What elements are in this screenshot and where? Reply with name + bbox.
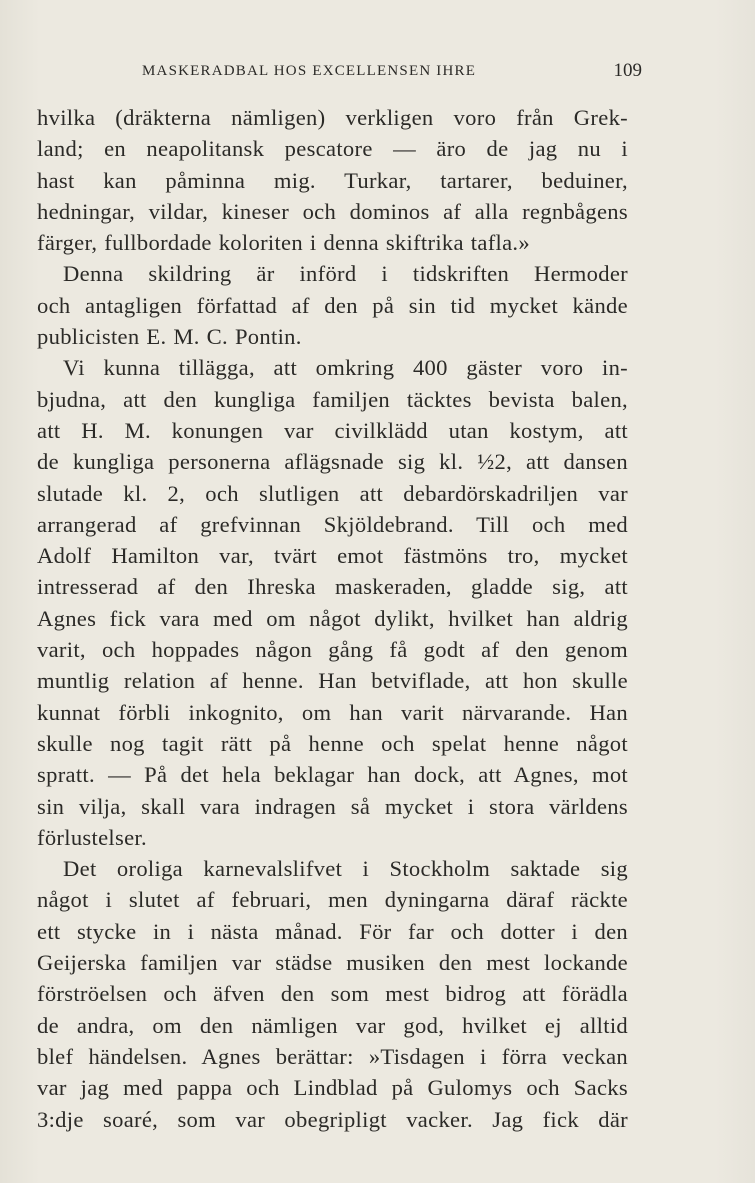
text-line: land; en neapolitansk pescatore — äro de jag nu i bbox=[37, 136, 628, 162]
text-line: muntlig relation af henne. Han betviflade, att hon skulle bbox=[37, 668, 628, 694]
body-text bbox=[37, 102, 628, 1135]
text-line: var jag med pappa och Lindblad på Gulomys och Sacks bbox=[37, 1075, 628, 1101]
text-line: kunnat förbli inkognito, om han varit närvarande. Han bbox=[37, 699, 628, 725]
text-line: Denna skildring är införd i tidskriften Hermoder bbox=[63, 261, 628, 287]
text-line: att H. M. konungen var civilklädd utan kostym, att bbox=[37, 417, 628, 443]
text-line: Det oroliga karnevalslifvet i Stockholm saktade sig bbox=[63, 856, 628, 882]
text-line: sin vilja, skall vara indragen så mycket i stora världens bbox=[37, 793, 628, 819]
text-line: och antagligen författad af den på sin tid mycket kände bbox=[37, 292, 628, 318]
text-line: ett stycke in i nästa månad. För far och dotter i den bbox=[37, 918, 628, 944]
text-line: 3:dje soaré, som var obegripligt vacker. Jag fick där bbox=[37, 1106, 628, 1132]
text-line: Vi kunna tillägga, att omkring 400 gäster voro in- bbox=[63, 355, 628, 381]
text-line: Agnes fick vara med om något dylikt, hvilket han aldrig bbox=[37, 605, 628, 631]
text-line: intresserad af den Ihreska maskeraden, gladde sig, att bbox=[37, 574, 628, 600]
page-number: 109 bbox=[613, 60, 642, 81]
running-title: MASKERADBAL HOS EXCELLENSEN IHRE bbox=[142, 63, 477, 79]
text-line: hast kan påminna mig. Turkar, tartarer, beduiner, bbox=[37, 167, 628, 193]
text-line: Adolf Hamilton var, tvärt emot fästmöns tro, mycket bbox=[37, 543, 628, 569]
text-line: skulle nog tagit rätt på henne och spelat henne något bbox=[37, 730, 628, 756]
text-line: förlustelser. bbox=[37, 824, 147, 850]
text-line: Geijerska familjen var städse musiken den mest lockande bbox=[37, 950, 628, 976]
text-line: hvilka (dräkterna nämligen) verkligen voro från Grek- bbox=[37, 105, 628, 130]
text-line: hedningar, vildar, kineser och dominos af alla regnbågens bbox=[37, 198, 628, 224]
text-line: spratt. — På det hela beklagar han dock, att Agnes, mot bbox=[37, 762, 628, 788]
text-line: något i slutet af februari, men dyningarna däraf räckte bbox=[37, 887, 628, 913]
text-line: bjudna, att den kungliga familjen täcktes bevista balen, bbox=[37, 386, 628, 412]
text-line: blef händelsen. Agnes berättar: »Tisdagen i förra veckan bbox=[37, 1043, 628, 1069]
text-line: förströelsen och äfven den som mest bidrog att förädla bbox=[37, 981, 628, 1007]
text-line: de andra, om den nämligen var god, hvilket ej alltid bbox=[37, 1012, 628, 1038]
running-header bbox=[142, 60, 642, 84]
text-line: varit, och hoppades någon gång få godt af den genom bbox=[37, 637, 628, 663]
text-line: arrangerad af grefvinnan Skjöldebrand. Till och med bbox=[37, 511, 628, 537]
text-line: färger, fullbordade koloriten i denna skiftrika tafla.» bbox=[37, 230, 530, 256]
text-line: de kungliga personerna aflägsnade sig kl. ½2, att dansen bbox=[37, 449, 628, 475]
text-line: slutade kl. 2, och slutligen att debardörskadriljen var bbox=[37, 480, 628, 506]
text-line: publicisten E. M. C. Pontin. bbox=[37, 324, 302, 350]
